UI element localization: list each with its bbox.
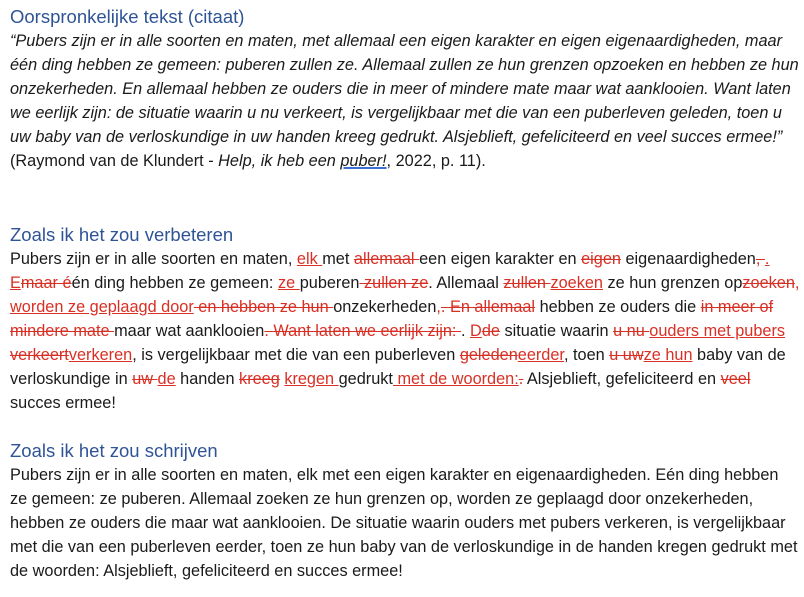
unchanged-text: succes ermee!	[10, 394, 116, 412]
unchanged-text: . Allemaal	[428, 274, 504, 292]
inserted-text: ze	[277, 274, 300, 292]
deleted-text: de	[481, 322, 500, 340]
original-text-section	[10, 6, 800, 173]
deleted-text: uw	[132, 370, 158, 388]
deleted-text: verkeert	[10, 346, 69, 364]
unchanged-text: eigenaardigheden	[620, 250, 756, 268]
improved-text-section	[10, 224, 800, 415]
tracked-changes-paragraph	[10, 247, 800, 415]
unchanged-text: ze hun grenzen op	[602, 274, 743, 292]
unchanged-text: situatie waarin	[499, 322, 614, 340]
deleted-text: . Want laten we eerlijk zijn:	[264, 322, 461, 340]
original-quote: “Pubers zijn er in alle soorten en maten, met allemaal een eigen karakter en eigen eigenaardigheden, maar één ding hebben ze gemeen: puberen zullen ze. Allemaal zullen ze hun grenzen opzoeken en hebben ze hun onzekerheden. En allemaal hebben ze ouders die in meer of mindere mate maar wat aanklooien. Want laten we eerlijk zijn: de situatie waarin u nu verkeert, is vergelijkbaar met die van een puberleven geleden, toen u uw baby van de verloskundige in uw handen kreeg gedrukt. Alsjeblieft, gefeliciteerd en veel succes ermee!”	[10, 32, 799, 146]
book-title	[218, 152, 386, 170]
deleted-text: .	[518, 370, 524, 388]
deleted-text: en hebben ze hun	[193, 298, 334, 316]
deleted-text: kreeg	[239, 370, 280, 388]
inserted-text: met de woorden:	[392, 370, 519, 388]
unchanged-text: maar wat aanklooien	[114, 322, 265, 340]
inserted-text: eerder	[517, 346, 564, 364]
inserted-text: , worden ze geplaagd door	[10, 274, 800, 316]
deleted-text: . En allemaal	[440, 298, 536, 316]
inserted-text: . E	[10, 250, 770, 292]
unchanged-text: én ding hebben ze gemeen:	[71, 274, 278, 292]
book-title-part-b: puber	[340, 152, 383, 170]
rewritten-paragraph: Pubers zijn er in alle soorten en maten, elk met een eigen karakter en eigenaardigheden. Eén ding hebben ze gemeen: ze puberen. Allemaal zoeken ze hun grenzen op, worden ze geplaagd door onzekerheden, hebben ze ouders die maar wat aanklooien. De situatie waarin ouders met pubers verkeren, is vergelijkbaar met die van een puberleven eerder, toen ze hun baby van de verloskundige in de handen kregen gedrukt met de woorden: Alsjeblieft, gefeliciteerd en succes ermee!	[10, 466, 798, 580]
book-title-part-c: !	[382, 152, 387, 170]
citation	[10, 149, 800, 173]
citation-suffix: , 2022, p. 11).	[386, 152, 486, 170]
unchanged-text: gedrukt	[338, 370, 393, 388]
improved-text-heading: Zoals ik het zou verbeteren	[10, 224, 234, 245]
rewritten-text-heading: Zoals ik het zou schrijven	[10, 440, 218, 461]
unchanged-text: met	[322, 250, 354, 268]
unchanged-text: , toen	[563, 346, 610, 364]
unchanged-text: een eigen karakter en	[419, 250, 582, 268]
unchanged-text: handen	[175, 370, 240, 388]
deleted-text: eigen	[581, 250, 621, 268]
unchanged-text: Pubers zijn er in alle soorten en maten,	[10, 250, 297, 268]
rewritten-text-section	[10, 440, 800, 583]
original-text-heading: Oorspronkelijke tekst (citaat)	[10, 6, 245, 27]
unchanged-text: onzekerheden	[333, 298, 437, 316]
inserted-text: ,	[436, 298, 441, 316]
deleted-text: veel	[720, 370, 751, 388]
unchanged-text: hebben ze ouders die	[535, 298, 701, 316]
inserted-text: elk	[296, 250, 323, 268]
deleted-text: in meer of mindere mate	[10, 298, 774, 340]
inserted-text: ouders met pubers	[649, 322, 786, 340]
inserted-text: ze hun	[643, 346, 693, 364]
deleted-text: maar é	[20, 274, 72, 292]
deleted-text: geleden	[459, 346, 518, 364]
inserted-text: zoeken	[550, 274, 603, 292]
unchanged-text: baby van de verloskundige in	[10, 346, 786, 388]
inserted-text: D	[470, 322, 482, 340]
unchanged-text: , is vergelijkbaar met die van een puberleven	[132, 346, 460, 364]
deleted-text: allemaal	[353, 250, 420, 268]
deleted-text: ,	[755, 250, 765, 268]
deleted-text: zullen	[503, 274, 551, 292]
unchanged-text: .	[460, 322, 471, 340]
book-title-part-a: Help, ik heb een	[218, 152, 341, 170]
deleted-text: u nu	[613, 322, 650, 340]
inserted-text: de	[157, 370, 176, 388]
deleted-text: zoeken	[742, 274, 795, 292]
deleted-text: zullen ze	[359, 274, 429, 292]
citation-prefix: (Raymond van de Klundert -	[10, 152, 219, 170]
unchanged-text: Alsjeblieft, gefeliciteerd en	[523, 370, 721, 388]
deleted-text: u uw	[609, 346, 644, 364]
inserted-text: kregen	[284, 370, 339, 388]
unchanged-text: puberen	[299, 274, 360, 292]
inserted-text: verkeren	[68, 346, 133, 364]
